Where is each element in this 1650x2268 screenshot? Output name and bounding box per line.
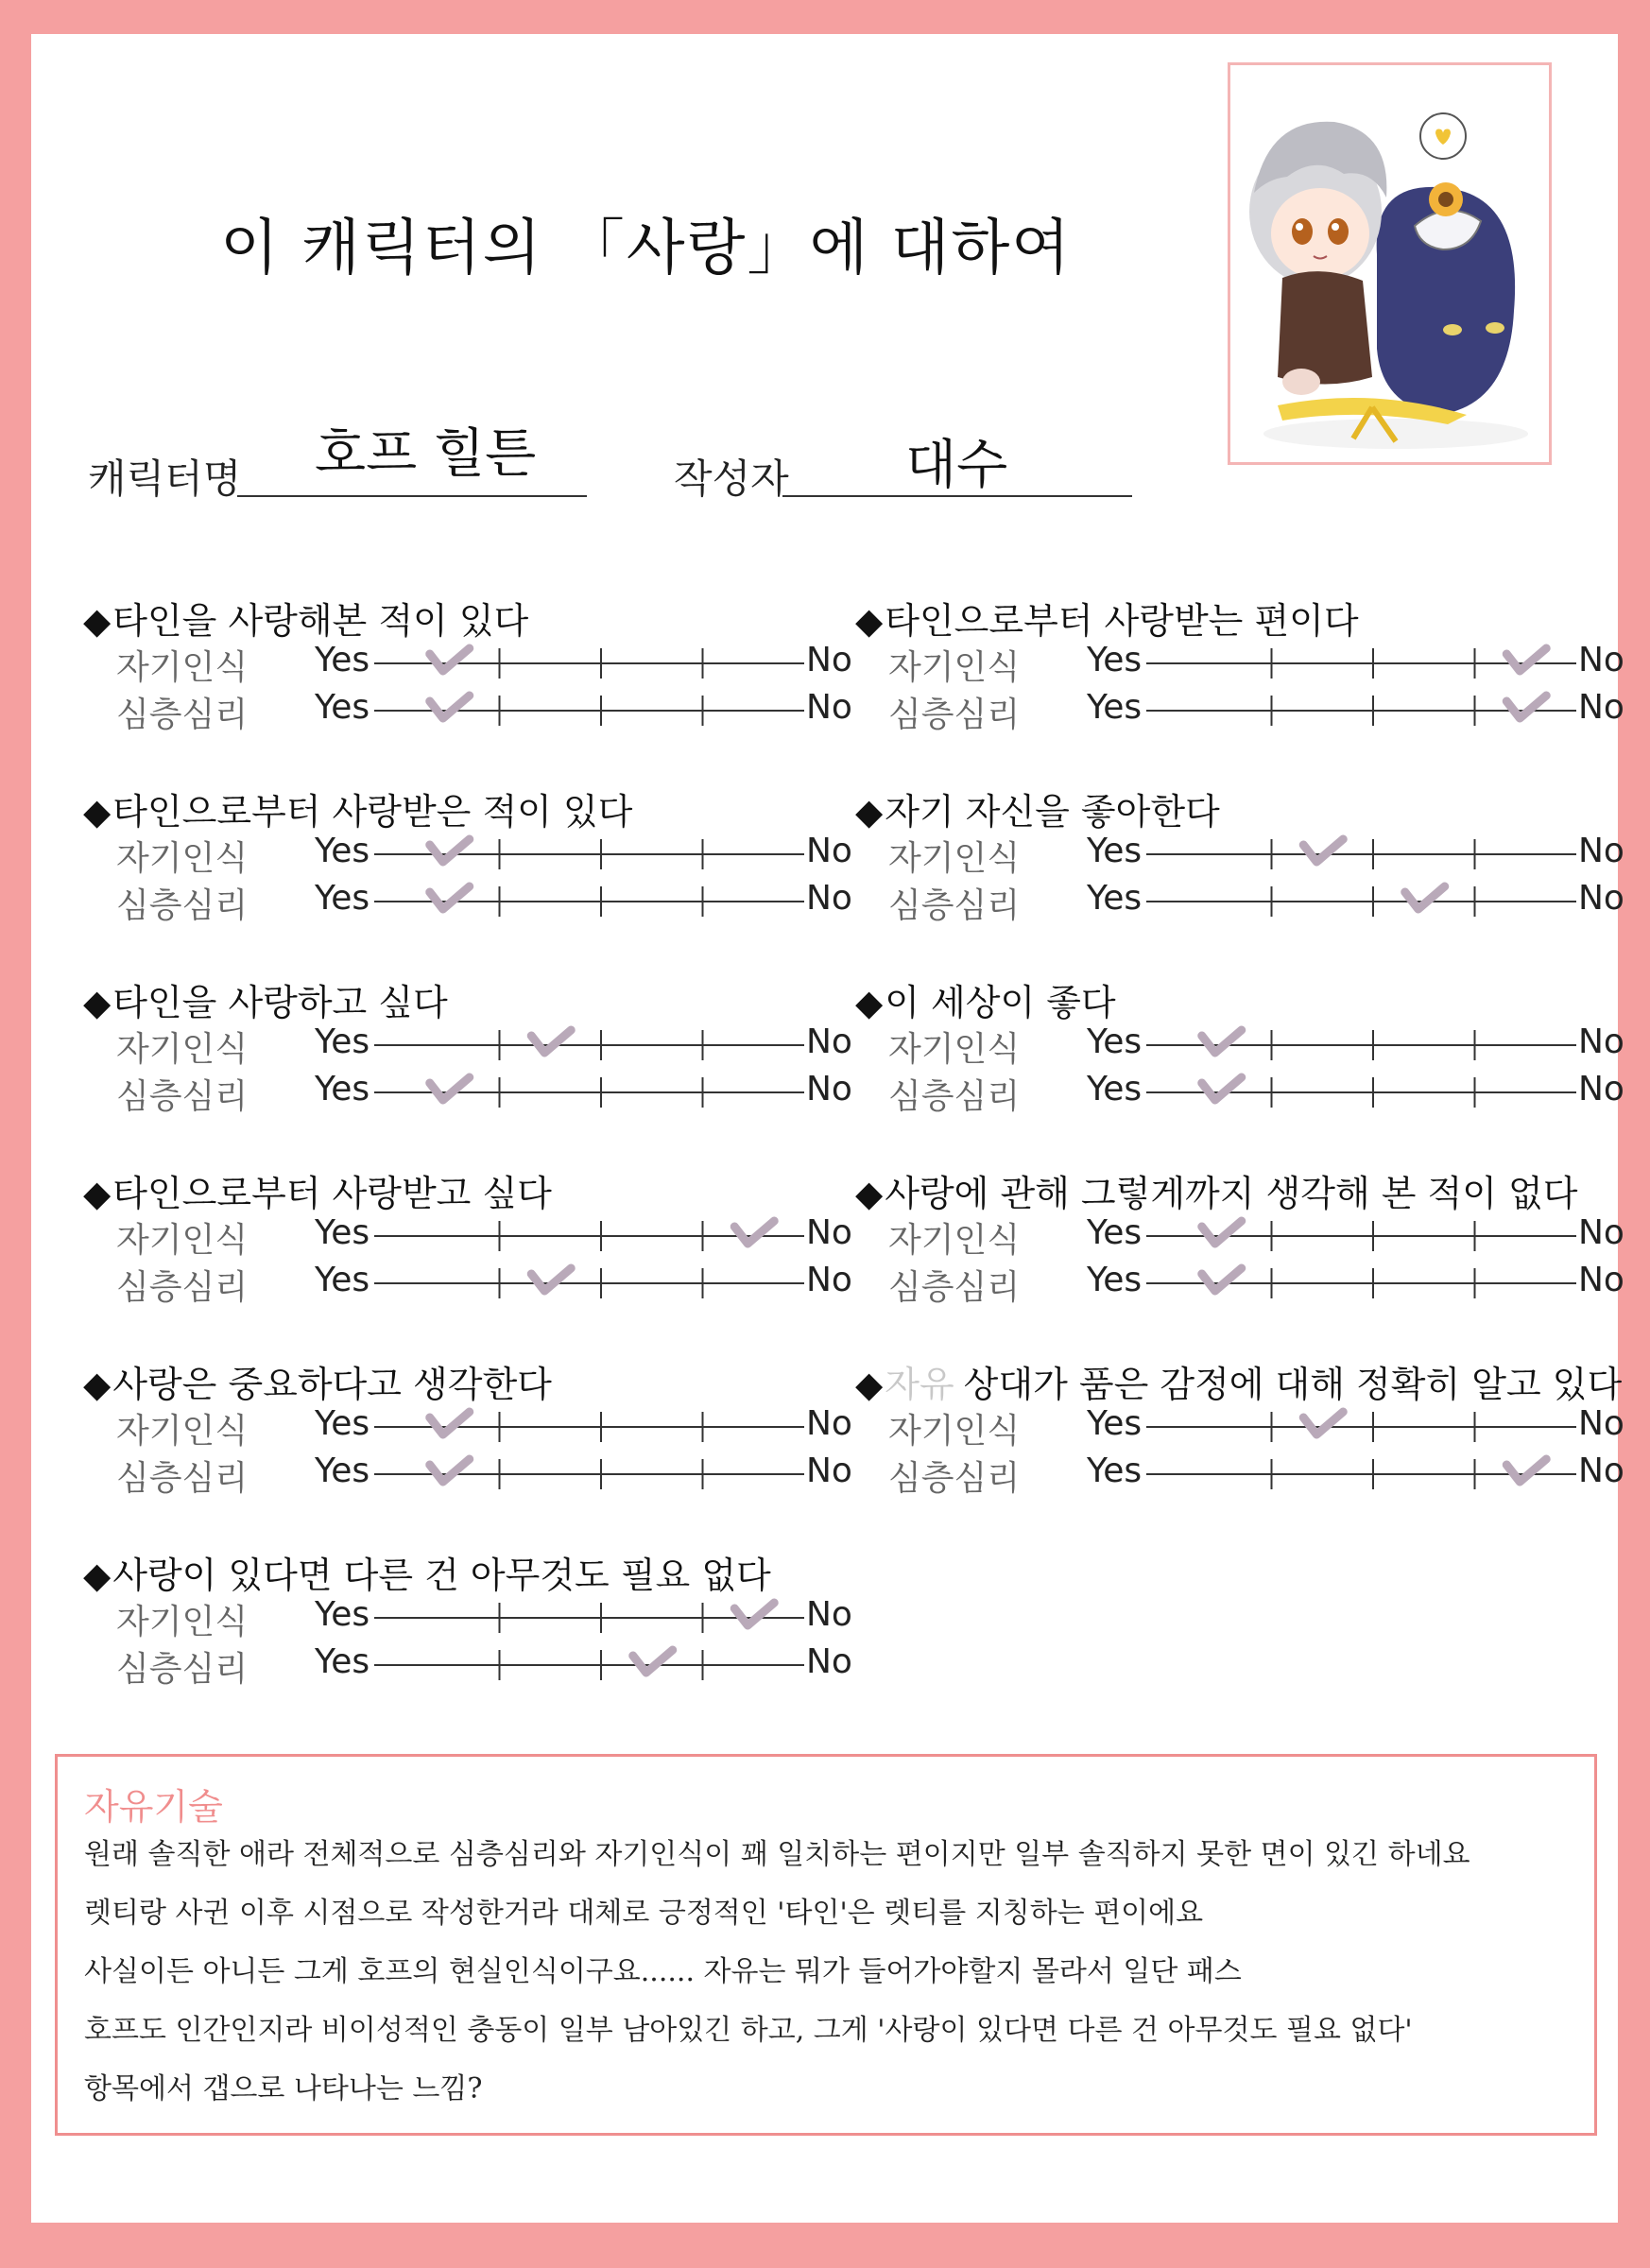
self-awareness-row	[116, 1404, 852, 1451]
checkmark-icon	[1303, 839, 1343, 862]
row-label: 심층심리	[116, 1077, 249, 1116]
row-label: 심층심리	[116, 886, 249, 925]
diamond-bullet-icon: ◆	[855, 1364, 884, 1405]
question-item	[83, 1546, 852, 1726]
row-label: 자기인식	[116, 1603, 249, 1641]
scale-yes-label: Yes	[1087, 1022, 1143, 1061]
scale-yes-label: Yes	[315, 1642, 370, 1681]
rating-scale[interactable]	[888, 641, 1607, 682]
author-label: 작성자	[674, 455, 789, 502]
chibi-illustration	[1230, 65, 1549, 462]
scale-yes-label: Yes	[1087, 832, 1143, 870]
free-description-title: 자유기술	[84, 1786, 223, 1828]
question-title	[83, 1546, 771, 1598]
row-label: 심층심리	[116, 696, 249, 734]
checkmark-icon	[430, 1412, 470, 1435]
scale-no-label: No	[1578, 879, 1624, 918]
rating-scale[interactable]	[116, 1261, 834, 1302]
page-title: 이 캐릭터의 「사랑」에 대하여	[220, 214, 1073, 284]
self-awareness-row	[888, 641, 1624, 687]
self-awareness-row	[116, 1213, 852, 1260]
question-title	[83, 973, 448, 1025]
scale-no-label: No	[1578, 1404, 1624, 1443]
scale-yes-label: Yes	[1087, 1070, 1143, 1108]
scale-yes-label: Yes	[1087, 1213, 1143, 1252]
deep-psychology-row	[116, 1642, 852, 1689]
scale-yes-label: Yes	[315, 1595, 370, 1634]
checkmark-icon	[531, 1268, 571, 1291]
deep-psychology-row	[116, 688, 852, 734]
question-text: 타인을 사랑하고 싶다	[112, 982, 448, 1023]
scale-yes-label: Yes	[315, 688, 370, 727]
question-text: 사랑이 있다면 다른 건 아무것도 필요 없다	[112, 1555, 771, 1596]
checkmark-icon	[531, 1030, 571, 1053]
scale-no-label: No	[806, 1070, 852, 1108]
question-title	[855, 592, 1359, 644]
question-title	[855, 782, 1220, 834]
scale-no-label: No	[806, 1022, 852, 1061]
scale-no-label: No	[806, 1595, 852, 1634]
deep-psychology-row	[888, 879, 1624, 925]
diamond-bullet-icon: ◆	[83, 1173, 112, 1214]
row-label: 심층심리	[116, 1268, 249, 1307]
row-label: 심층심리	[888, 886, 1021, 925]
scale-yes-label: Yes	[1087, 1404, 1143, 1443]
rating-scale[interactable]	[888, 1452, 1607, 1493]
self-awareness-row	[888, 1022, 1624, 1069]
diamond-bullet-icon: ◆	[83, 1555, 112, 1596]
rating-scale[interactable]	[116, 1213, 834, 1255]
checkmark-icon	[430, 1459, 470, 1482]
rating-scale[interactable]	[888, 832, 1607, 873]
character-name-value: 호프 힐튼	[315, 423, 537, 485]
deep-psychology-row	[888, 688, 1624, 734]
rating-scale[interactable]	[116, 879, 834, 920]
deep-psychology-row	[116, 1452, 852, 1498]
deep-psychology-row	[116, 879, 852, 925]
question-item	[83, 1164, 852, 1344]
row-label: 심층심리	[888, 1268, 1021, 1307]
scale-yes-label: Yes	[315, 1070, 370, 1108]
self-awareness-row	[888, 1404, 1624, 1451]
question-item	[855, 1164, 1624, 1344]
scale-yes-label: Yes	[315, 1261, 370, 1299]
scale-no-label: No	[806, 688, 852, 727]
scale-yes-label: Yes	[1087, 1261, 1143, 1299]
answer-sheet	[31, 34, 1624, 2223]
free-description-box	[55, 1754, 1597, 2136]
scale-yes-label: Yes	[315, 832, 370, 870]
rating-scale[interactable]	[888, 879, 1607, 920]
scale-yes-label: Yes	[315, 641, 370, 679]
self-awareness-row	[888, 832, 1624, 878]
checkmark-icon	[1506, 1459, 1546, 1482]
free-description-line: 사실이든 아니든 그게 호프의 현실인식이구요...... 자유는 뭐가 들어가야할지 몰라서 일단 패스	[84, 1955, 1242, 1988]
question-text: 이 세상이 좋다	[885, 982, 1116, 1023]
scale-no-label: No	[806, 1404, 852, 1443]
scale-no-label: No	[806, 1452, 852, 1490]
scale-yes-label: Yes	[1087, 688, 1143, 727]
question-text: 자기 자신을 좋아한다	[885, 791, 1220, 833]
self-awareness-row	[116, 1022, 852, 1069]
rating-scale[interactable]	[116, 1022, 834, 1064]
author-value: 대수	[905, 435, 1008, 496]
scale-no-label: No	[806, 1261, 852, 1299]
checkmark-icon	[430, 839, 470, 862]
scale-yes-label: Yes	[1087, 1452, 1143, 1490]
question-struck-text: 자유	[885, 1364, 954, 1405]
row-label: 자기인식	[888, 648, 1021, 687]
scale-no-label: No	[1578, 1261, 1624, 1299]
question-text: 타인으로부터 사랑받고 싶다	[112, 1173, 552, 1214]
diamond-bullet-icon: ◆	[855, 1173, 884, 1214]
rating-scale[interactable]	[116, 1595, 834, 1637]
self-awareness-row	[116, 641, 852, 687]
rating-scale[interactable]	[116, 1404, 834, 1446]
checkmark-icon	[430, 696, 470, 718]
character-name-label: 캐릭터명	[88, 455, 242, 502]
checkmark-icon	[430, 1077, 470, 1100]
scale-yes-label: Yes	[315, 1022, 370, 1061]
deep-psychology-row	[888, 1261, 1624, 1307]
row-label: 자기인식	[888, 839, 1021, 878]
self-awareness-row	[116, 832, 852, 878]
rating-scale[interactable]	[116, 1452, 834, 1493]
scale-no-label: No	[806, 1213, 852, 1252]
scale-no-label: No	[1578, 641, 1624, 679]
scale-yes-label: Yes	[1087, 879, 1143, 918]
deep-psychology-row	[888, 1452, 1624, 1498]
question-item	[855, 1355, 1624, 1535]
rating-scale[interactable]	[888, 1022, 1607, 1064]
checkmark-icon	[430, 648, 470, 671]
question-item	[83, 592, 852, 771]
rating-scale[interactable]	[888, 1404, 1607, 1446]
checkmark-icon	[1202, 1268, 1242, 1291]
free-description-line: 호프도 인간인지라 비이성적인 충동이 일부 남아있긴 하고, 그게 '사랑이 있다면 다른 건 아무것도 필요 없다'	[84, 2014, 1413, 2047]
question-title	[83, 782, 632, 834]
question-text: 사랑은 중요하다고 생각한다	[112, 1364, 552, 1405]
question-title	[83, 592, 528, 644]
diamond-bullet-icon: ◆	[83, 791, 112, 833]
scale-yes-label: Yes	[1087, 641, 1143, 679]
scale-yes-label: Yes	[315, 1404, 370, 1443]
deep-psychology-row	[888, 1070, 1624, 1116]
question-item	[855, 782, 1624, 962]
free-description-line: 항목에서 갭으로 나타나는 느낌?	[84, 2072, 483, 2105]
question-text: 타인으로부터 사랑받는 편이다	[885, 600, 1359, 642]
question-title	[83, 1164, 552, 1216]
question-text: 타인을 사랑해본 적이 있다	[112, 600, 529, 642]
row-label: 자기인식	[116, 1412, 249, 1451]
scale-no-label: No	[806, 641, 852, 679]
scale-no-label: No	[1578, 1452, 1624, 1490]
scale-yes-label: Yes	[315, 1452, 370, 1490]
row-label: 심층심리	[116, 1459, 249, 1498]
question-title	[855, 1355, 1622, 1407]
question-item	[83, 973, 852, 1153]
question-text: 상대가 품은 감정에 대해 정확히 알고 있다	[963, 1364, 1623, 1405]
question-item	[83, 782, 852, 962]
row-label: 자기인식	[888, 1221, 1021, 1260]
row-label: 자기인식	[116, 1221, 249, 1260]
rating-scale[interactable]	[888, 1070, 1607, 1111]
character-name-line	[237, 495, 587, 497]
character-portrait	[1228, 62, 1552, 465]
free-description-line: 원래 솔직한 애라 전체적으로 심층심리와 자기인식이 꽤 일치하는 편이지만 일부 솔직하지 못한 면이 있긴 하네요	[84, 1838, 1470, 1871]
scale-no-label: No	[806, 1642, 852, 1681]
row-label: 자기인식	[888, 1030, 1021, 1069]
row-label: 심층심리	[888, 1077, 1021, 1116]
row-label: 심층심리	[888, 1459, 1021, 1498]
checkmark-icon	[1506, 696, 1546, 718]
row-label: 자기인식	[116, 839, 249, 878]
question-title	[855, 1164, 1577, 1216]
rating-scale[interactable]	[116, 1642, 834, 1684]
rating-scale[interactable]	[888, 1213, 1607, 1255]
checkmark-icon	[1405, 886, 1445, 909]
scale-no-label: No	[1578, 1022, 1624, 1061]
row-label: 자기인식	[116, 1030, 249, 1069]
diamond-bullet-icon: ◆	[855, 600, 884, 642]
checkmark-icon	[633, 1650, 673, 1673]
diamond-bullet-icon: ◆	[855, 982, 884, 1023]
rating-scale[interactable]	[116, 832, 834, 873]
rating-scale[interactable]	[116, 641, 834, 682]
scale-no-label: No	[806, 879, 852, 918]
self-awareness-row	[116, 1595, 852, 1641]
checkmark-icon	[1202, 1030, 1242, 1053]
row-label: 자기인식	[888, 1412, 1021, 1451]
question-item	[83, 1355, 852, 1535]
scale-yes-label: Yes	[315, 1213, 370, 1252]
row-label: 심층심리	[116, 1650, 249, 1689]
scale-no-label: No	[1578, 688, 1624, 727]
row-label: 자기인식	[116, 648, 249, 687]
free-description-line: 렛티랑 사귄 이후 시점으로 작성한거라 대체로 긍정적인 '타인'은 렛티를 지칭하는 편이에요	[84, 1897, 1204, 1930]
question-text: 타인으로부터 사랑받은 적이 있다	[112, 791, 633, 833]
question-title	[83, 1355, 552, 1407]
scale-no-label: No	[1578, 832, 1624, 870]
scale-yes-label: Yes	[315, 879, 370, 918]
checkmark-icon	[734, 1603, 774, 1625]
deep-psychology-row	[116, 1070, 852, 1116]
rating-scale[interactable]	[116, 688, 834, 730]
question-title	[855, 973, 1116, 1025]
rating-scale[interactable]	[888, 688, 1607, 730]
scale-no-label: No	[1578, 1070, 1624, 1108]
question-item	[855, 592, 1624, 771]
checkmark-icon	[1202, 1077, 1242, 1100]
rating-scale[interactable]	[888, 1261, 1607, 1302]
row-label: 심층심리	[888, 696, 1021, 734]
scale-no-label: No	[1578, 1213, 1624, 1252]
diamond-bullet-icon: ◆	[83, 600, 112, 642]
question-item	[855, 973, 1624, 1153]
scale-no-label: No	[806, 832, 852, 870]
diamond-bullet-icon: ◆	[83, 1364, 112, 1405]
deep-psychology-row	[116, 1261, 852, 1307]
diamond-bullet-icon: ◆	[855, 791, 884, 833]
rating-scale[interactable]	[116, 1070, 834, 1111]
checkmark-icon	[1303, 1412, 1343, 1435]
question-text: 사랑에 관해 그렇게까지 생각해 본 적이 없다	[885, 1173, 1578, 1214]
checkmark-icon	[734, 1221, 774, 1244]
checkmark-icon	[430, 886, 470, 909]
checkmark-icon	[1506, 648, 1546, 671]
diamond-bullet-icon: ◆	[83, 982, 112, 1023]
self-awareness-row	[888, 1213, 1624, 1260]
checkmark-icon	[1202, 1221, 1242, 1244]
